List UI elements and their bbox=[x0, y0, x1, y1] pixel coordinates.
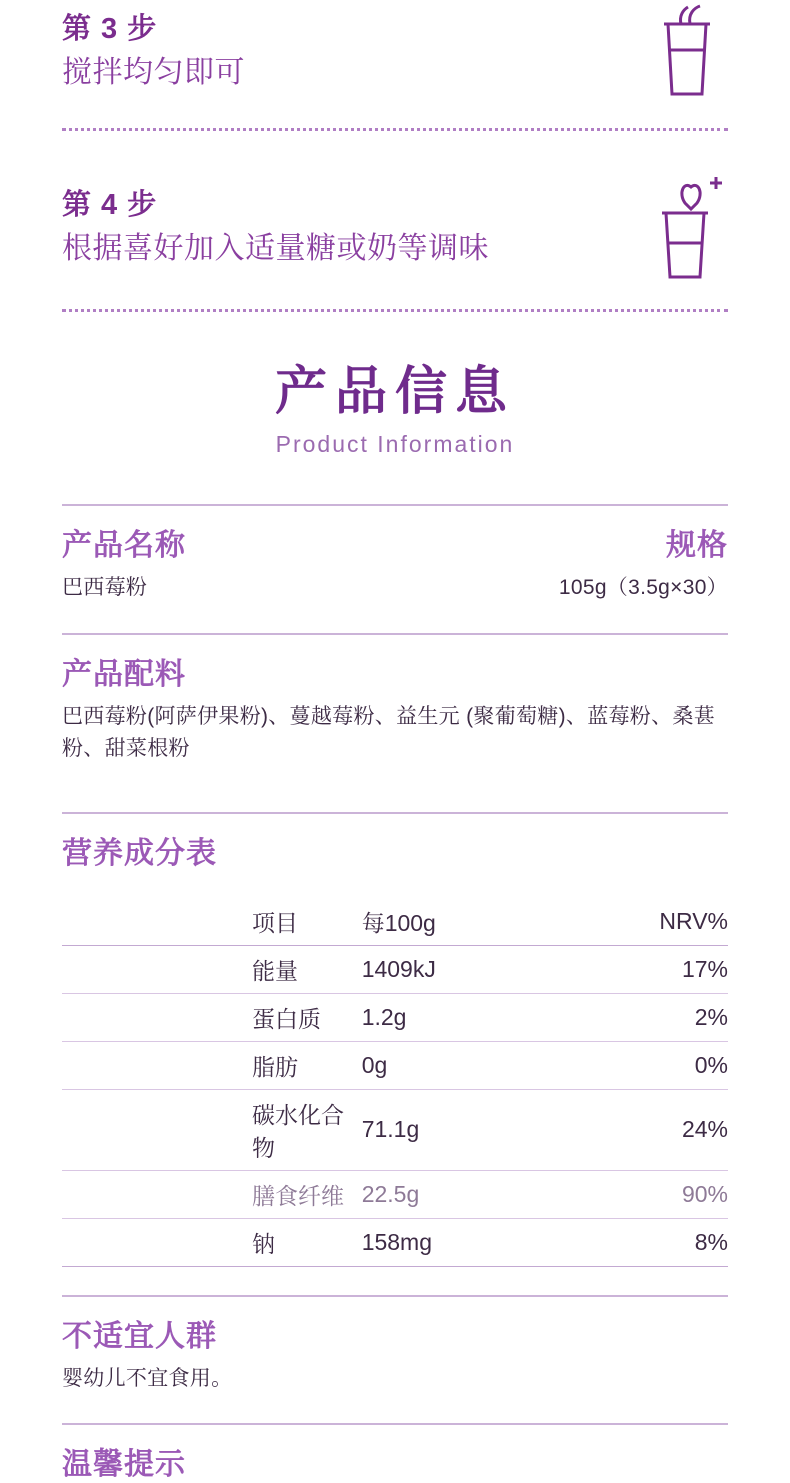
product-name-label: 产品名称 bbox=[62, 529, 186, 563]
table-header-row bbox=[62, 898, 728, 946]
product-information-title-en: Product Information bbox=[275, 431, 515, 458]
row-nrv: 24% bbox=[568, 1089, 728, 1170]
product-information-heading bbox=[0, 364, 790, 458]
ingredients-section bbox=[62, 633, 728, 766]
step-4-description: 根据喜好加入适量糖或奶等调味 bbox=[62, 231, 489, 265]
table-row bbox=[62, 1041, 728, 1089]
product-name-value: 巴西莓粉 bbox=[62, 576, 148, 600]
product-information-title-cn: 产品信息 bbox=[274, 363, 515, 421]
unsuitable-section bbox=[62, 1295, 728, 1396]
table-row bbox=[62, 1170, 728, 1218]
row-per100g: 22.5g bbox=[362, 1170, 568, 1218]
row-nrv: 0% bbox=[568, 1041, 728, 1089]
column-header-item: 项目 bbox=[62, 898, 362, 946]
product-spec-value: 105g（3.5g×30） bbox=[558, 576, 728, 600]
section-rule-unsuitable bbox=[62, 1295, 728, 1297]
row-item: 钠 bbox=[62, 1218, 362, 1266]
unsuitable-value: 婴幼儿不宜食用。 bbox=[62, 1366, 233, 1390]
row-nrv: 8% bbox=[568, 1218, 728, 1266]
row-nrv: 2% bbox=[568, 993, 728, 1041]
row-item: 脂肪 bbox=[62, 1041, 362, 1089]
row-per100g: 1409kJ bbox=[362, 945, 568, 993]
step-block-4 bbox=[0, 131, 790, 283]
ingredients-value: 巴西莓粉(阿萨伊果粉)、蔓越莓粉、益生元 (聚葡萄糖)、蓝莓粉、桑葚粉、甜菜根粉 bbox=[62, 704, 716, 761]
product-spec-label: 规格 bbox=[666, 529, 728, 563]
row-item: 膳食纤维 bbox=[62, 1170, 362, 1218]
unsuitable-label: 不适宜人群 bbox=[62, 1319, 217, 1353]
row-item: 能量 bbox=[62, 945, 362, 993]
table-row bbox=[62, 1218, 728, 1266]
row-item: 碳水化合物 bbox=[62, 1089, 362, 1170]
product-name-section bbox=[62, 504, 728, 605]
section-rule-nutrition bbox=[62, 812, 728, 814]
row-per100g: 71.1g bbox=[362, 1089, 568, 1170]
step-3-description: 搅拌均匀即可 bbox=[62, 55, 245, 89]
tips-label: 温馨提示 bbox=[62, 1448, 186, 1482]
section-rule-ingredients bbox=[62, 633, 728, 635]
ingredients-label: 产品配料 bbox=[62, 657, 186, 691]
row-nrv: 90% bbox=[568, 1170, 728, 1218]
step-3-title: 第 3 步 bbox=[62, 12, 158, 45]
row-per100g: 158mg bbox=[362, 1218, 568, 1266]
table-row bbox=[62, 945, 728, 993]
nutrition-label: 营养成分表 bbox=[62, 836, 217, 870]
step-divider-2 bbox=[62, 309, 728, 312]
row-per100g: 0g bbox=[362, 1041, 568, 1089]
nutrition-table bbox=[62, 898, 728, 1267]
table-row bbox=[62, 1089, 728, 1170]
row-nrv: 17% bbox=[568, 945, 728, 993]
nutrition-section bbox=[62, 812, 728, 1267]
table-row bbox=[62, 993, 728, 1041]
glass-with-heart-icon bbox=[636, 173, 732, 283]
column-header-per100g: 每100g bbox=[362, 898, 568, 946]
section-rule-tips bbox=[62, 1423, 728, 1425]
step-block-3 bbox=[0, 0, 790, 100]
tips-section bbox=[62, 1423, 728, 1483]
glass-with-straw-icon bbox=[636, 4, 732, 100]
step-4-title: 第 4 步 bbox=[62, 188, 158, 221]
row-per100g: 1.2g bbox=[362, 993, 568, 1041]
column-header-nrv: NRV% bbox=[568, 898, 728, 946]
row-item: 蛋白质 bbox=[62, 993, 362, 1041]
